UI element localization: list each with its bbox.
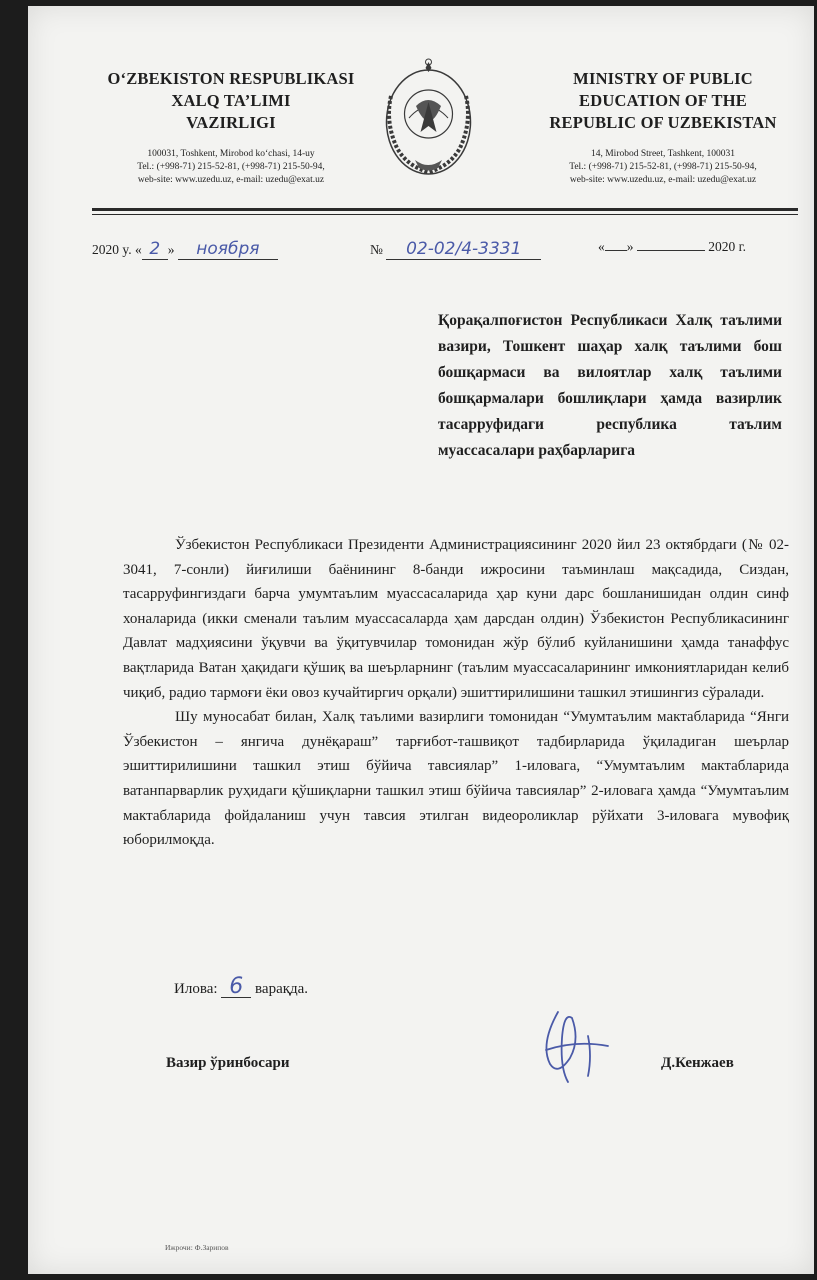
header-left: [86, 68, 376, 187]
right-address: 14, Mirobod Street, Tashkent, 100031 Tel.: (+998-71) 215-52-81, (+998-71) 215-50-94, web-site: www.uzedu.uz, e-mail: uzedu@exat.uz: [569, 149, 757, 185]
attachment-line: Илова: 6 варақда.: [174, 974, 309, 999]
header-divider-thin: [92, 214, 798, 215]
signatory-name: Д.Кенжаев: [661, 1055, 734, 1071]
document-page: [28, 6, 814, 1274]
addressee-block: Қорақалпоғистон Республикаси Халқ таълими вазири, Тошкент шаҳар халқ таълими бош бошқармаси ва вилоятлар халқ таълими бошқармалари бошлиқлари ҳамда вазирлик тасарруфидаги республика таълим муассасалари раҳбарларига: [438, 312, 782, 459]
date-field: 2020 y. « 2 » ноября: [92, 239, 278, 260]
handwritten-page-count: 6: [221, 977, 251, 998]
reply-date-field: « » 2020 г.: [598, 239, 747, 254]
executor-footer: Ижрочи: Ф.Зарипов: [165, 1243, 229, 1252]
signatory-role: Вазир ўринбосари: [166, 1055, 290, 1071]
handwritten-day: 2: [142, 239, 168, 260]
header-divider-thick: [92, 208, 798, 211]
right-org-name: MINISTRY OF PUBLIC EDUCATION OF THE REPUBLIC OF UZBEKISTAN: [549, 69, 777, 132]
left-address: 100031, Toshkent, Mirobod ko‘chasi, 14-uy Tel.: (+998-71) 215-52-81, (+998-71) 215-50-94, web-site: www.uzedu.uz, e-mail: uzedu@exat.uz: [137, 149, 325, 185]
header-right: [518, 68, 808, 187]
handwritten-month: ноября: [178, 239, 278, 260]
state-emblem-icon: [381, 56, 476, 181]
body-paragraph: Ўзбекистон Республикаси Президенти Администрациясининг 2020 йил 23 октябрдаги (№ 02-3041, 7-сонли) йиғилиши баёнининг 8-банди ижросини таъминлаш мақсадида, Сиздан, тасарруфингиздаги барча умумтаълим муассасаларида ҳар куни дарс бошланишидан олдин синф хоналарида (икки сменали таълим муассасаларда ҳам дарсдан олдин) Ўзбекистон Республикасининг Давлат мадҳиясини ўқувчи ва ўқитувчилар томонидан жўр бўлиб куйланишини ҳамда танаффус вақтларида Ватан ҳақидаги қўшиқ ва шеърларнинг (таълим муассасаларининг имкониятларидан келиб чиқиб, радио тармоғи ёки овоз кучайтиргич орқали) эшиттирилишини ташкил этишингиз сўралади.: [123, 537, 789, 701]
handwritten-signature-icon: [528, 1006, 628, 1086]
document-number-field: № 02-02/4-3331: [370, 239, 541, 260]
handwritten-number: 02-02/4-3331: [386, 239, 541, 260]
left-org-name: O‘ZBEKISTON RESPUBLIKASI XALQ TA’LIMI VAZIRLIGI: [107, 69, 355, 132]
letter-body: [123, 533, 789, 853]
body-paragraph: Шу муносабат билан, Халқ таълими вазирлиги томонидан “Умумтаълим мактабларида “Янги Ўзбекистон – янгича дунёқараш” тарғибот-ташвиқот тадбирларида ўқиладиган шеърлар эшиттирилишини ташкил этиш бўйича тавсиялар” 1-иловага, “Умумтаълим мактабларида ватанпарварлик руҳидаги қўшиқларни ташкил этиш бўйича тавсиялар” 2-иловага ҳамда “Умумтаълим мактабларида фойдаланиш учун тавсия этилган видеороликлар рўйхати 3-иловага мувофиқ юборилмоқда.: [123, 709, 789, 849]
